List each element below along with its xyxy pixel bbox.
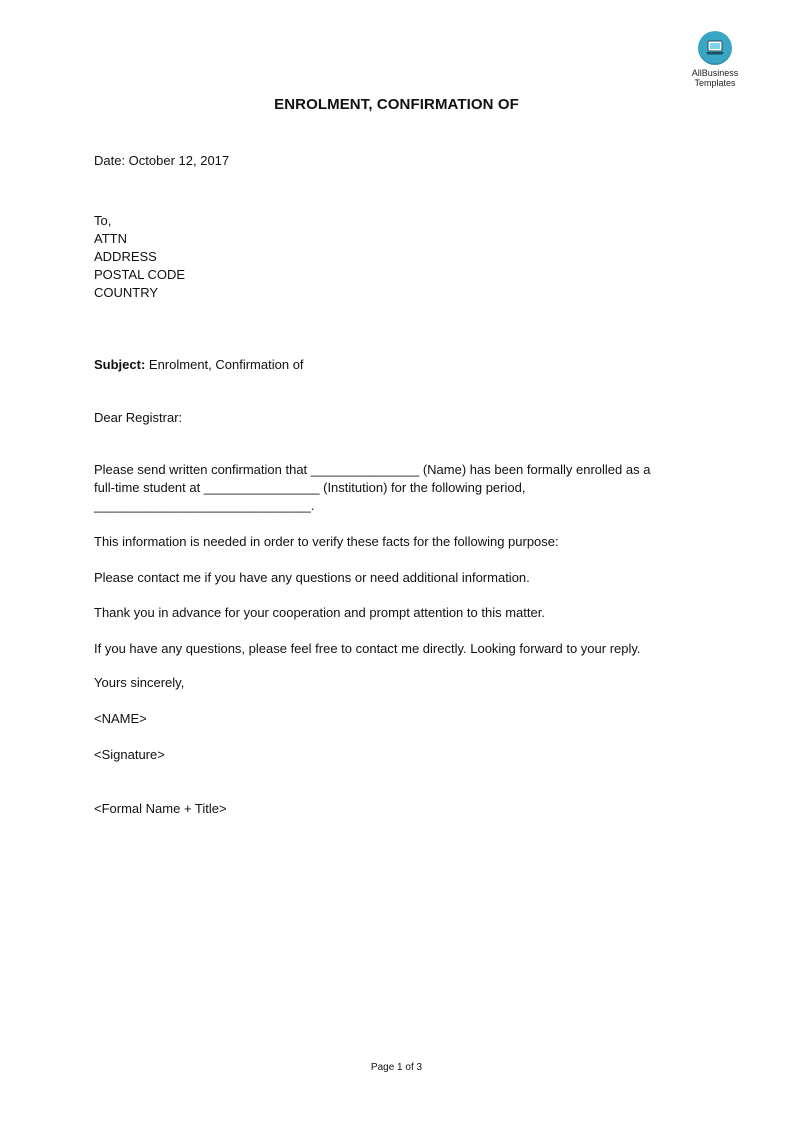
subject-line: [94, 356, 304, 374]
body-paragraph-1-line-2: full-time student at ________________ (Institution) for the following period,: [94, 480, 526, 495]
brand-name-line1: AllBusiness: [691, 68, 739, 78]
body-paragraph-4: Thank you in advance for your cooperation and prompt attention to this matter.: [94, 605, 545, 620]
address-attn: ATTN: [94, 231, 127, 246]
body-paragraph-1-line-1: Please send written confirmation that _______________ (Name) has been formally enrolled as a: [94, 462, 651, 477]
salutation: Dear Registrar:: [94, 410, 183, 425]
body-paragraph-1-line-3: ______________________________.: [94, 498, 315, 513]
address-postal-code: POSTAL CODE: [94, 267, 186, 282]
address-country: COUNTRY: [94, 285, 159, 300]
formal-name-placeholder: <Formal Name + Title>: [94, 801, 227, 816]
document-title: ENROLMENT, CONFIRMATION OF: [274, 96, 519, 113]
subject-label: Subject:: [94, 357, 146, 372]
closing: Yours sincerely,: [94, 675, 185, 690]
letter-date: Date: October 12, 2017: [94, 153, 230, 168]
body-paragraph-2: This information is needed in order to verify these facts for the following purpose:: [94, 534, 559, 549]
body-paragraph-3: Please contact me if you have any questions or need additional information.: [94, 570, 530, 585]
address-line: ADDRESS: [94, 249, 157, 264]
brand-name-line2: Templates: [694, 78, 736, 88]
signature-placeholder: <Signature>: [94, 747, 165, 762]
page-indicator: Page 1 of 3: [370, 1062, 423, 1073]
brand-logo: [672, 31, 758, 88]
laptop-icon: [698, 31, 732, 65]
name-placeholder: <NAME>: [94, 711, 147, 726]
subject-text: Enrolment, Confirmation of: [145, 357, 304, 372]
body-paragraph-5: If you have any questions, please feel free to contact me directly. Looking forward to your reply.: [94, 641, 641, 656]
address-to: To,: [94, 213, 112, 228]
